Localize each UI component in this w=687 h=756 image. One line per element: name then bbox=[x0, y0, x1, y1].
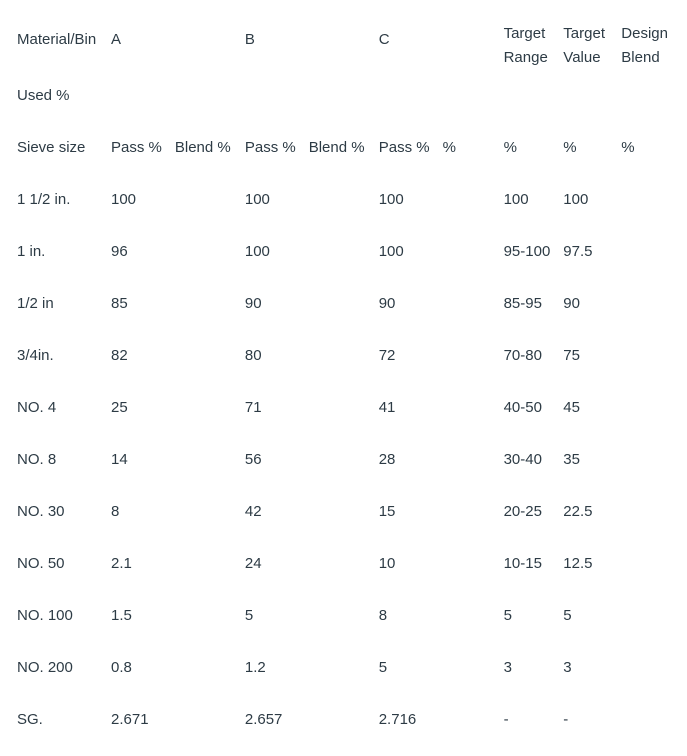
a-blend-header: Blend % bbox=[174, 139, 231, 156]
design-blend-unit: % bbox=[621, 139, 635, 156]
sieve-cell: NO. 8 bbox=[17, 451, 57, 468]
a-pass-header: Pass % bbox=[111, 139, 162, 156]
c-pass-cell: 2.716 bbox=[378, 711, 417, 728]
b-pass-cell: 5 bbox=[244, 607, 254, 624]
c-pass-cell: 28 bbox=[378, 451, 396, 468]
c-pass-cell: 8 bbox=[378, 607, 388, 624]
design-blend-header: Design Blend bbox=[621, 25, 668, 66]
table-row bbox=[10, 694, 677, 746]
c-pass-cell: 41 bbox=[378, 399, 396, 416]
material-bin-header: Material/Bin bbox=[17, 31, 97, 48]
target-value-cell: 75 bbox=[563, 347, 580, 364]
target-value-unit: % bbox=[563, 139, 577, 156]
bin-b-header: B bbox=[244, 31, 255, 48]
b-pass-cell: 100 bbox=[244, 191, 270, 208]
a-pass-cell: 2.1 bbox=[111, 555, 132, 572]
sieve-cell: NO. 30 bbox=[17, 503, 65, 520]
b-pass-cell: 100 bbox=[244, 243, 270, 260]
target-range-cell: 3 bbox=[503, 659, 512, 676]
c-blend-header: % bbox=[442, 139, 456, 156]
sieve-cell: 3/4in. bbox=[17, 347, 54, 364]
b-pass-header: Pass % bbox=[244, 139, 296, 156]
sieve-cell: NO. 100 bbox=[17, 607, 73, 624]
table-row bbox=[10, 486, 677, 538]
bin-a-header: A bbox=[111, 31, 122, 48]
target-range-unit: % bbox=[503, 139, 517, 156]
sieve-cell: NO. 200 bbox=[17, 659, 73, 676]
b-pass-cell: 42 bbox=[244, 503, 262, 520]
target-value-cell: 90 bbox=[563, 295, 580, 312]
bin-c-header: C bbox=[378, 31, 390, 48]
table-row bbox=[10, 642, 677, 694]
b-blend-header: Blend % bbox=[308, 139, 365, 156]
target-range-cell: 70-80 bbox=[503, 347, 542, 364]
table-row bbox=[10, 538, 677, 590]
a-pass-cell: 96 bbox=[111, 243, 128, 260]
table-header-row bbox=[10, 10, 677, 70]
target-value-cell: 35 bbox=[563, 451, 580, 468]
c-pass-cell: 100 bbox=[378, 191, 404, 208]
target-range-cell: 30-40 bbox=[503, 451, 542, 468]
target-range-cell: 100 bbox=[503, 191, 529, 208]
c-pass-cell: 72 bbox=[378, 347, 396, 364]
target-value-cell: 97.5 bbox=[563, 243, 593, 260]
table-row bbox=[10, 330, 677, 382]
target-range-cell: 85-95 bbox=[503, 295, 542, 312]
target-value-cell: 22.5 bbox=[563, 503, 593, 520]
b-pass-cell: 71 bbox=[244, 399, 262, 416]
a-pass-cell: 85 bbox=[111, 295, 128, 312]
c-pass-cell: 90 bbox=[378, 295, 396, 312]
target-range-cell: 40-50 bbox=[503, 399, 542, 416]
used-percent-row bbox=[10, 70, 677, 122]
c-pass-cell: 15 bbox=[378, 503, 396, 520]
a-pass-cell: 8 bbox=[111, 503, 120, 520]
units-row bbox=[10, 122, 677, 174]
b-pass-cell: 56 bbox=[244, 451, 262, 468]
target-value-cell: - bbox=[563, 711, 569, 728]
sieve-cell: NO. 50 bbox=[17, 555, 65, 572]
target-range-cell: 5 bbox=[503, 607, 512, 624]
a-pass-cell: 25 bbox=[111, 399, 128, 416]
c-pass-cell: 5 bbox=[378, 659, 388, 676]
target-range-cell: 95-100 bbox=[503, 243, 551, 260]
b-pass-cell: 1.2 bbox=[244, 659, 266, 676]
target-value-cell: 5 bbox=[563, 607, 572, 624]
table-row bbox=[10, 382, 677, 434]
sieve-cell: 1 in. bbox=[17, 243, 46, 260]
b-pass-cell: 24 bbox=[244, 555, 262, 572]
target-range-cell: 10-15 bbox=[503, 555, 542, 572]
a-pass-cell: 14 bbox=[111, 451, 128, 468]
b-pass-cell: 80 bbox=[244, 347, 262, 364]
sieve-size-header: Sieve size bbox=[17, 139, 86, 156]
b-pass-cell: 2.657 bbox=[244, 711, 283, 728]
target-value-header: Target Value bbox=[563, 25, 605, 66]
target-value-cell: 3 bbox=[563, 659, 572, 676]
target-range-cell: 20-25 bbox=[503, 503, 542, 520]
c-pass-cell: 10 bbox=[378, 555, 396, 572]
a-pass-cell: 100 bbox=[111, 191, 137, 208]
c-pass-header: Pass % bbox=[378, 139, 430, 156]
a-pass-cell: 2.671 bbox=[111, 711, 149, 728]
target-range-cell: - bbox=[503, 711, 509, 728]
c-pass-cell: 100 bbox=[378, 243, 404, 260]
a-pass-cell: 82 bbox=[111, 347, 128, 364]
target-range-header: Target Range bbox=[503, 25, 548, 66]
b-pass-cell: 90 bbox=[244, 295, 262, 312]
table-row bbox=[10, 226, 677, 278]
a-pass-cell: 1.5 bbox=[111, 607, 132, 624]
table-row bbox=[10, 174, 677, 226]
target-value-cell: 45 bbox=[563, 399, 580, 416]
sieve-cell: SG. bbox=[17, 711, 43, 728]
used-percent-label: Used % bbox=[17, 87, 70, 104]
table-row bbox=[10, 434, 677, 486]
table-row bbox=[10, 590, 677, 642]
target-value-cell: 12.5 bbox=[563, 555, 593, 572]
aggregate-blend-table bbox=[10, 10, 677, 746]
target-value-cell: 100 bbox=[563, 191, 589, 208]
sieve-cell: 1 1/2 in. bbox=[17, 191, 71, 208]
table-row bbox=[10, 278, 677, 330]
sieve-cell: 1/2 in bbox=[17, 295, 54, 312]
sieve-cell: NO. 4 bbox=[17, 399, 57, 416]
a-pass-cell: 0.8 bbox=[111, 659, 132, 676]
